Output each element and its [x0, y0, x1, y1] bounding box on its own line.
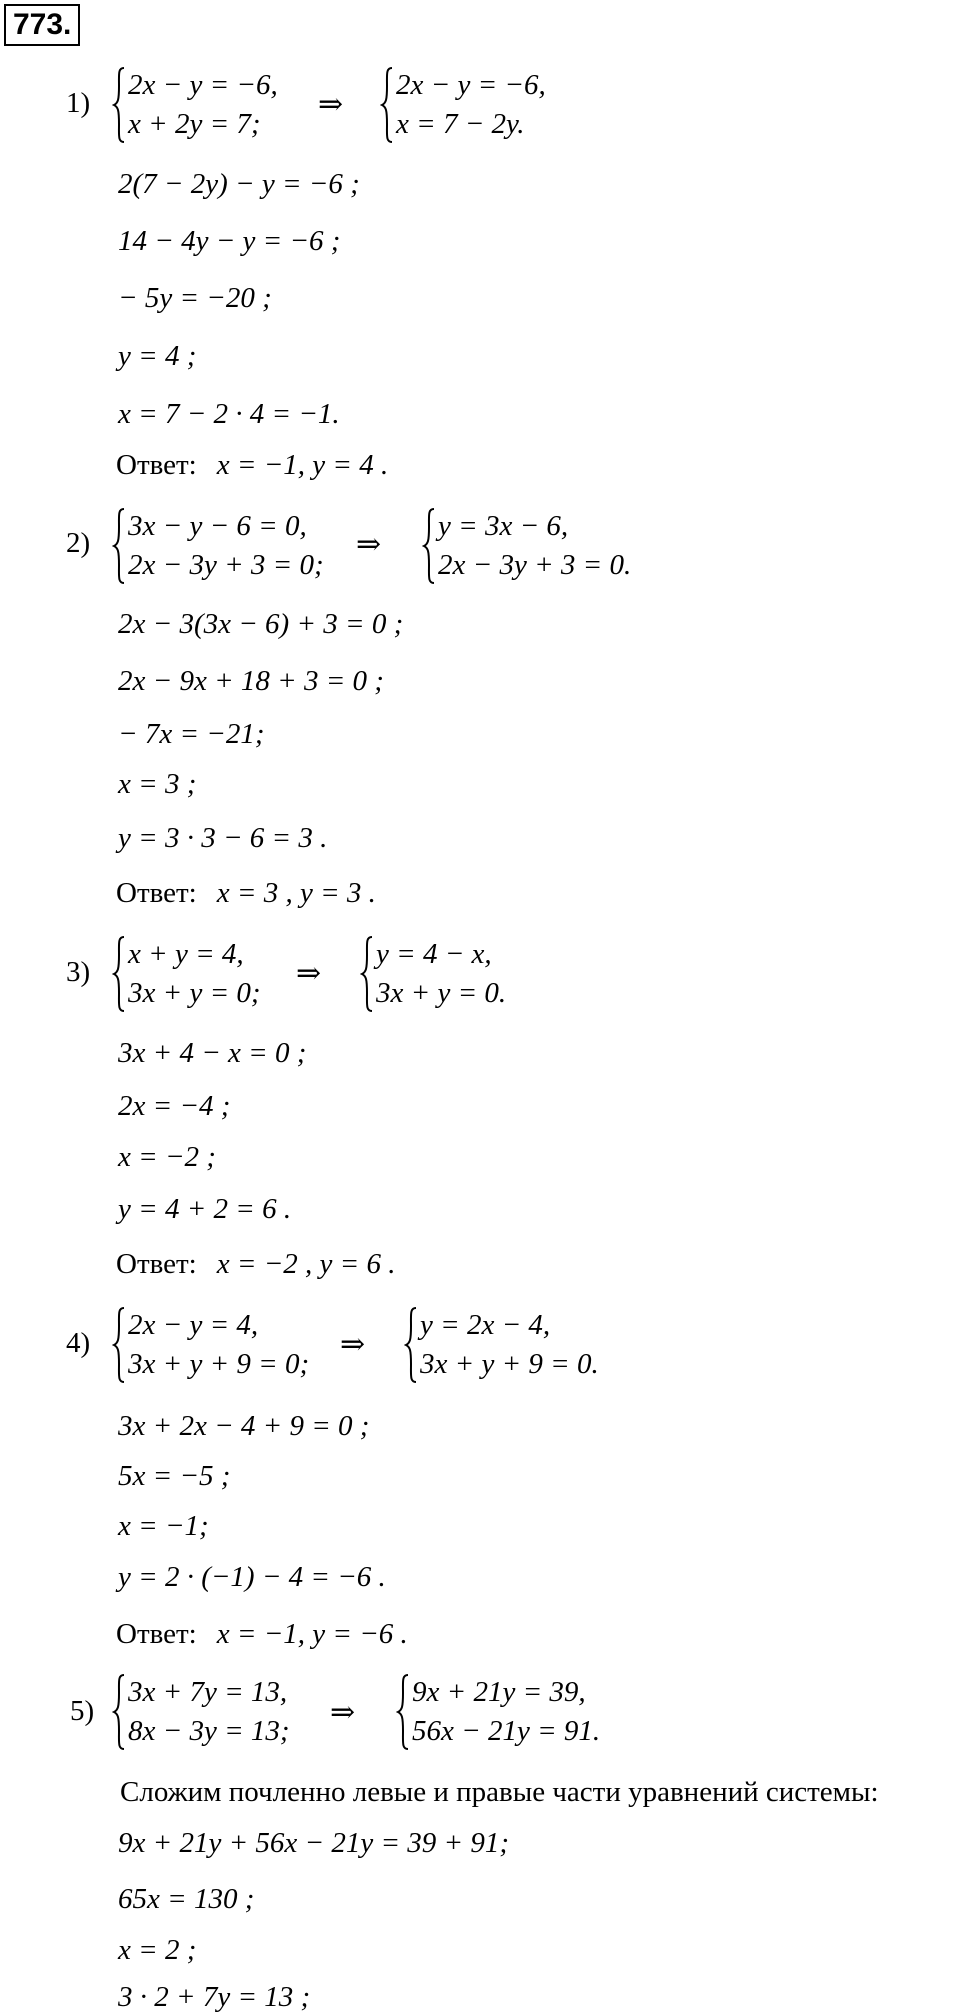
solution-step: y = 3 · 3 − 6 = 3 . [118, 822, 328, 854]
equation-row: 2x − y = −6, [128, 69, 278, 101]
solution-step: 65x = 130 ; [118, 1883, 255, 1915]
implies-icon: ⇒ [318, 88, 344, 121]
solution-step: x = −2 ; [118, 1141, 216, 1173]
answer-values: x = 3 , y = 3 . [216, 877, 376, 909]
equation-row: 9x + 21y = 39, [412, 1676, 586, 1708]
solution-step: x = 2 ; [118, 1934, 197, 1966]
equation-row: 56x − 21y = 91. [412, 1715, 601, 1747]
equation-row: 3x − y − 6 = 0, [128, 510, 307, 542]
solution-step: x = 7 − 2 · 4 = −1. [118, 398, 340, 430]
solution-step: y = 4 + 2 = 6 . [118, 1193, 292, 1225]
brace-icon [112, 1306, 126, 1384]
brace-icon [396, 1673, 410, 1751]
explanation-text: Сложим почленно левые и правые части уравнений системы: [120, 1776, 879, 1808]
item-5-label: 5) [70, 1695, 95, 1727]
solution-step: 2x = −4 ; [118, 1090, 231, 1122]
solution-step: 9x + 21y + 56x − 21y = 39 + 91; [118, 1827, 509, 1859]
brace-icon [112, 66, 126, 144]
solution-step: − 7x = −21; [118, 718, 265, 750]
implies-icon: ⇒ [330, 1696, 356, 1729]
answer-values: x = −1, y = −6 . [216, 1618, 408, 1650]
solution-step: 5x = −5 ; [118, 1460, 231, 1492]
equation-row: 2x − y = 4, [128, 1309, 259, 1341]
solution-step: 3 · 2 + 7y = 13 ; [118, 1981, 311, 2013]
equation-row: 3x + 7y = 13, [128, 1676, 288, 1708]
brace-icon [112, 507, 126, 585]
equation-row: 8x − 3y = 13; [128, 1715, 290, 1747]
equation-row: 3x + y + 9 = 0; [128, 1348, 310, 1380]
implies-icon: ⇒ [340, 1328, 366, 1361]
brace-icon [380, 66, 394, 144]
answer-label: Ответ: [116, 449, 197, 481]
answer-line [116, 448, 388, 482]
problem-number: 773. [4, 4, 80, 46]
solution-step: x = 3 ; [118, 768, 197, 800]
brace-icon [112, 935, 126, 1013]
equation-row: y = 4 − x, [376, 938, 492, 970]
solution-step: 2x − 3(3x − 6) + 3 = 0 ; [118, 608, 404, 640]
answer-label: Ответ: [116, 877, 197, 909]
solution-step: − 5y = −20 ; [118, 282, 272, 314]
answer-values: x = −1, y = 4 . [216, 449, 389, 481]
equation-row: 2x − 3y + 3 = 0. [438, 549, 632, 581]
solution-step: 3x + 4 − x = 0 ; [118, 1037, 307, 1069]
answer-line [116, 1617, 408, 1651]
solution-step: 14 − 4y − y = −6 ; [118, 225, 341, 257]
equation-row: x + 2y = 7; [128, 108, 261, 140]
equation-row: 3x + y + 9 = 0. [420, 1348, 599, 1380]
equation-row: 3x + y = 0. [376, 977, 507, 1009]
equation-row: 2x − 3y + 3 = 0; [128, 549, 324, 581]
equation-row: 2x − y = −6, [396, 69, 546, 101]
equation-row: y = 2x − 4, [420, 1309, 551, 1341]
solution-step: y = 4 ; [118, 340, 197, 372]
solution-step: x = −1; [118, 1510, 209, 1542]
item-1-label: 1) [66, 87, 91, 119]
item-2-label: 2) [66, 527, 91, 559]
answer-values: x = −2 , y = 6 . [216, 1248, 396, 1280]
brace-icon [404, 1306, 418, 1384]
brace-icon [112, 1673, 126, 1751]
answer-line [116, 1247, 395, 1281]
answer-label: Ответ: [116, 1248, 197, 1280]
solution-step: 2x − 9x + 18 + 3 = 0 ; [118, 665, 384, 697]
item-3-label: 3) [66, 956, 91, 988]
equation-row: x = 7 − 2y. [396, 108, 525, 140]
solution-step: y = 2 · (−1) − 4 = −6 . [118, 1561, 386, 1593]
implies-icon: ⇒ [356, 528, 382, 561]
solution-step: 3x + 2x − 4 + 9 = 0 ; [118, 1410, 370, 1442]
brace-icon [422, 507, 436, 585]
answer-label: Ответ: [116, 1618, 197, 1650]
solution-step: 2(7 − 2y) − y = −6 ; [118, 168, 360, 200]
equation-row: 3x + y = 0; [128, 977, 261, 1009]
answer-line [116, 876, 376, 910]
brace-icon [360, 935, 374, 1013]
equation-row: y = 3x − 6, [438, 510, 569, 542]
equation-row: x + y = 4, [128, 938, 244, 970]
implies-icon: ⇒ [296, 957, 322, 990]
item-4-label: 4) [66, 1327, 91, 1359]
